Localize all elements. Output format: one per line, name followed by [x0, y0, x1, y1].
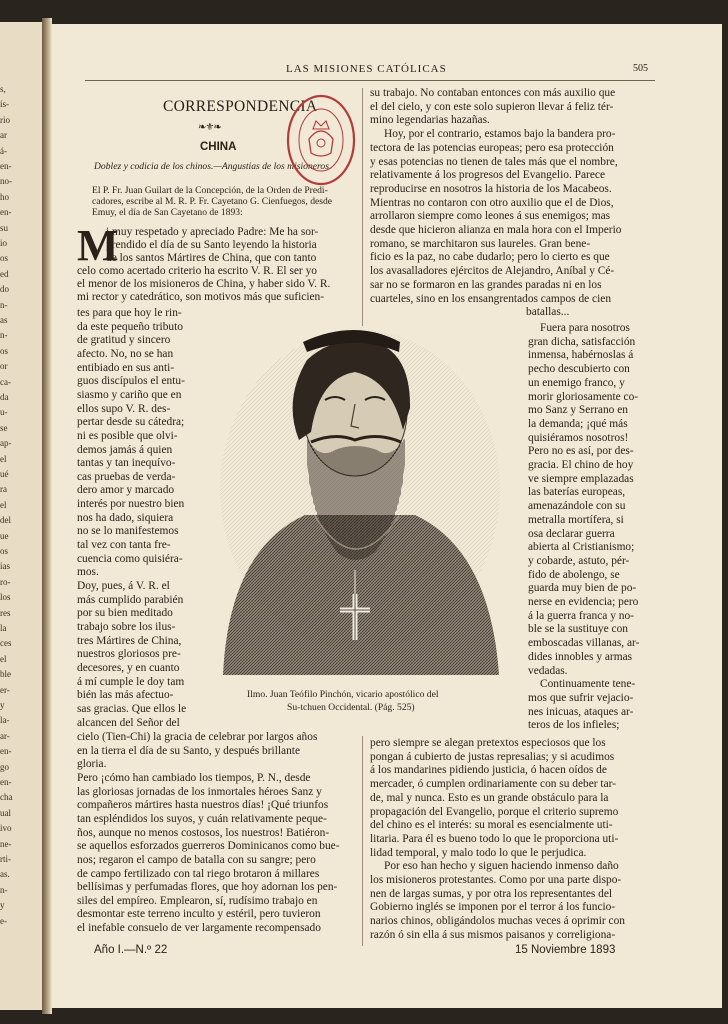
body-text-line: sas gracias. Que ellos le: [77, 702, 187, 715]
previous-page-fragment: ias: [0, 561, 10, 572]
body-text-line: romano, se marchitaron sus laureles. Gran bene-: [370, 237, 591, 250]
previous-page-fragment: y: [0, 900, 5, 911]
body-text-line: bién las más afectuo-: [77, 689, 174, 702]
previous-page-fragment: io: [0, 238, 8, 248]
body-text-line: reproducirse en nosotros la historia de los Macabeos.: [370, 182, 612, 195]
previous-page-fragment: cha: [0, 792, 13, 803]
previous-page-fragment: en-: [0, 207, 12, 218]
body-text-line: mos que sufrir vejacio-: [528, 691, 634, 704]
previous-page-fragment: ué: [0, 469, 9, 479]
body-text-line: narios chinos, obligándolos muchas veces á oprimir con: [370, 915, 625, 928]
body-text-line: celo como acertado criterio ha escrito V. R. El ser yo: [77, 265, 317, 277]
article-summary: Doblez y codicia de los chinos.—Angustias de los misioneros.: [94, 161, 332, 172]
body-text-line: cielo (Tien-Chi) la gracia de celebrar por largos años: [77, 731, 318, 743]
previous-page-fragment: rio: [0, 114, 10, 125]
previous-page-fragment: ble: [0, 669, 11, 680]
column-separator-bottom: [362, 736, 363, 946]
body-text-line: el inefable consuelo de ver largamente recompensado: [77, 922, 321, 935]
body-text-line: no se lo manifestemos: [77, 525, 179, 538]
previous-page-fragment: ue: [0, 530, 9, 541]
body-text-line: alcancen del Señor del: [77, 716, 180, 729]
previous-page-fragment: en-: [0, 777, 12, 787]
previous-page-fragment: go: [0, 761, 9, 772]
previous-page-fragment: y: [0, 700, 5, 710]
body-text-line: de campo fertilizado con tal riego brotaron á millares: [77, 867, 320, 880]
previous-page-fragment: ra: [0, 484, 7, 495]
bishop-portrait: [215, 320, 505, 680]
issue-number: Año I.—N.º 22: [94, 944, 168, 956]
previous-page-fragment: el: [0, 653, 7, 664]
body-text-line: gloria.: [77, 758, 107, 771]
previous-page-fragment: er-: [0, 684, 10, 695]
intro-line: cadores, escribe al M. R. P. Fr. Cayetano G. Cienfuegos, desde: [92, 196, 333, 207]
body-text-line: tes para que hoy le rin-: [77, 307, 182, 319]
body-text-line: nos ha dado, siquiera: [77, 511, 174, 524]
body-text-line: nes inicuas, ataques ar-: [528, 705, 634, 718]
body-text-line: gracia. El chino de hoy: [528, 459, 634, 471]
body-text-line: ni es posible que olvi-: [77, 429, 178, 442]
body-text-line: batallas...: [526, 306, 570, 319]
section-title: CORRESPONDENCIA: [163, 98, 318, 115]
body-text-line: osa declarar guerra: [528, 527, 615, 540]
body-text-line: dides innobles y armas: [528, 650, 633, 663]
body-text-line: arrollaron siempre como leones á sus enemigos; mas: [370, 210, 611, 223]
previous-page-fragment: los: [0, 592, 11, 603]
body-text-line: el del cielo, y con este solo supieron llevar á feliz tér-: [370, 100, 614, 113]
body-text-line: decesores, y en cuanto: [77, 661, 180, 674]
body-text-line: teros de los infieles;: [528, 719, 620, 732]
body-text-line: tal vez con tanta fre-: [77, 539, 171, 552]
previous-page-fragment: ne-: [0, 838, 12, 849]
body-text-line: Por eso han hecho y siguen haciendo inmenso daño: [384, 860, 619, 873]
body-text-line: las baterías europeas,: [528, 486, 626, 499]
body-text-line: un enemigo franco, y: [528, 376, 625, 389]
previous-page-fragment: del: [0, 515, 11, 526]
body-text-line: las gloriosas jornadas de los inmortales héroes Sanz y: [77, 785, 322, 798]
previous-page-fragment: ís-: [0, 99, 9, 110]
body-text-line: lidad temporal, y malo todo lo que le perjudica.: [370, 846, 587, 859]
body-text-line: da este pequeño tributo: [77, 320, 183, 333]
body-text-line: á la guerra franca y no-: [528, 609, 634, 622]
previous-page-fragment: n-: [0, 884, 8, 895]
previous-page-fragment: la: [0, 623, 7, 633]
body-text-line: Gobierno inglés se imponen por el terror á los funcio-: [370, 901, 616, 914]
body-text-line: ellos supo V. R. des-: [77, 402, 171, 415]
body-text-line: la demanda; ¡qué más: [528, 417, 628, 430]
previous-page-fragment: no-: [0, 176, 12, 187]
previous-page-fragment: os: [0, 345, 9, 356]
body-text-line: amenazándole con su: [528, 500, 626, 513]
body-text-line: nos; regaron el campo de batalla con su sangre; pero: [77, 853, 316, 866]
subheading: CHINA: [200, 141, 237, 153]
previous-page-edge: [0, 22, 44, 1010]
body-text-line: tan espléndidos los suyos, y cuán relativamente peque-: [77, 812, 327, 825]
issue-date: 15 Noviembre 1893: [515, 944, 616, 956]
previous-page-fragment: da: [0, 392, 9, 402]
ornament: ❧⚜❧: [198, 122, 221, 133]
body-text-line: desmontar este terreno inculto y estéril, pero tuvieron: [77, 908, 321, 921]
body-text-line: entibiado en sus anti-: [77, 361, 175, 374]
body-text-line: cas pruebas de verda-: [77, 470, 176, 483]
body-text-line: guos discípulos el entu-: [77, 375, 185, 388]
body-text-line: cuarteles, sino en los ensangrentados campos de cien: [370, 292, 612, 305]
body-text-line: demos jamás á quien: [77, 443, 173, 456]
previous-page-fragment: os: [0, 546, 9, 556]
body-text-line: los avasalladores ejércitos de Alejandro, Aníbal y Cé-: [370, 265, 615, 278]
body-text-line: mos.: [77, 566, 99, 579]
body-text-line: relativamente á los progresos del Evangelio. Parece: [370, 169, 605, 182]
body-text-line: pongan á cubierto de justas represalias; y si acudimos: [370, 750, 615, 763]
body-text-line: fido de abolengo, se: [528, 568, 620, 581]
previous-page-fragment: n-: [0, 330, 8, 341]
body-text-line: tectora de las potencias europeas; pero esa protección: [370, 141, 614, 154]
body-text-line: nerse en evidencia; pero: [528, 596, 639, 608]
previous-page-fragment: n-: [0, 299, 8, 310]
body-text-line: emboscadas villanas, ar-: [528, 637, 640, 650]
body-text-line: siles del empíreo. Emplearon, sí, rudísimo trabajo en: [77, 894, 318, 907]
previous-page-fragment: as: [0, 315, 8, 325]
previous-page-fragment: se: [0, 422, 8, 433]
body-text-line: siasmo y cariño que en: [77, 388, 182, 401]
intro-line: El P. Fr. Juan Guilart de la Concepción, de la Orden de Predi-: [92, 185, 328, 196]
body-text-line: pecho descubierto con: [528, 363, 630, 376]
previous-page-fragment: en-: [0, 161, 12, 171]
body-text-line: de los santos Mártires de China, que con tanto: [106, 252, 317, 264]
previous-page-fragment: ar-: [0, 730, 10, 741]
body-text-line: de gratitud y sincero: [77, 334, 171, 347]
previous-page-fragment: ivo: [0, 823, 12, 834]
body-text-line: mo Sanz y Serrano en: [528, 404, 628, 417]
body-text-line: guarda muy bien de po-: [528, 582, 637, 595]
body-text-line: y cobarde, astuto, pér-: [528, 554, 630, 567]
previous-page-fragment: u-: [0, 407, 8, 418]
body-text-line: ble se la sustituye con: [528, 623, 628, 636]
body-text-line: de, mal y nunca. Esto es un grande obstáculo para la: [370, 791, 609, 804]
body-text-line: desde que hicieron alianza en mala hora con el Imperio: [370, 224, 622, 236]
body-text-line: abierta al Cristianismo;: [528, 541, 635, 554]
body-text-line: su trabajo. No contaban entonces con más auxilio que: [370, 87, 616, 99]
body-text-line: trabajo sobre los ilus-: [77, 620, 176, 633]
previous-page-fragment: ro-: [0, 576, 11, 587]
body-text-line: i muy respetado y apreciado Padre: Me ha sor-: [106, 226, 319, 238]
body-text-line: mino legendarias hazañas.: [370, 114, 490, 127]
caption-line: Su-tchuen Occidental. (Pág. 525): [287, 702, 415, 713]
body-text-line: pero siempre se alegan pretextos especiosos que los: [370, 737, 606, 749]
body-text-line: se aquellos esforzados guerreros Dominicanos como bue-: [77, 840, 340, 853]
header-rule: [85, 80, 655, 81]
body-text-line: gran dicha, satisfacción: [528, 335, 636, 348]
body-text-line: compañeros mártires hasta nuestros días! ¡Qué triunfos: [77, 799, 329, 812]
body-text-line: ños, aunque no menos costosos, los nuestros! Batiéron-: [77, 826, 330, 839]
column-separator-top: [362, 88, 363, 326]
previous-page-fragment: ual: [0, 807, 11, 818]
body-text-line: tantas y tan inequívo-: [77, 457, 176, 470]
previous-page-fragment: ap-: [0, 438, 12, 449]
previous-page-fragment: el: [0, 453, 7, 464]
body-text-line: metralla mortífera, si: [528, 513, 624, 526]
previous-page-fragment: ces: [0, 638, 12, 649]
body-text-line: mercader, ó cumplen ordinariamente con su deber tar-: [370, 778, 616, 791]
body-text-line: á los mandarines pidiendo justicia, ó hacen oídos de: [370, 764, 607, 777]
body-text-line: dero amor y marcado: [77, 484, 175, 497]
body-text-line: cuencia como quisiéra-: [77, 552, 183, 565]
body-text-line: bellísimas y perfumadas flores, que hoy adornan los pen-: [77, 881, 338, 894]
body-text-line: interés por nuestro bien: [77, 498, 185, 511]
body-text-line: propagación del Evangelio, porque el criterio supremo: [370, 805, 619, 818]
body-text-line: Pero no es así, por des-: [528, 445, 634, 458]
previous-page-fragment: res: [0, 607, 11, 618]
previous-page-fragment: la-: [0, 715, 10, 726]
body-text-line: por su bien meditado: [77, 607, 173, 620]
body-text-line: tres Mártires de China,: [77, 634, 182, 647]
body-text-line: mi rector y catedrático, son motivos más que suficien-: [77, 291, 325, 303]
body-text-line: sar no se formaron en las grandes paradas ni en los: [370, 278, 602, 291]
body-text-line: pertar desde su cátedra;: [77, 416, 185, 429]
body-text-line: afecto. No, no se han: [77, 347, 174, 360]
drop-cap: M: [77, 221, 119, 270]
body-text-line: á mí cumple le doy tam: [77, 675, 185, 688]
previous-page-fragment: ar: [0, 130, 7, 141]
previous-page-fragment: do: [0, 284, 9, 295]
caption-line: Ilmo. Juan Teófilo Pinchón, vicario apostólico del: [247, 689, 439, 700]
body-text-line: Fuera para nosotros: [540, 322, 630, 334]
body-text-line: el menor de los misioneros de China, y haber sido V. R.: [77, 278, 331, 290]
previous-page-fragment: á-: [0, 145, 7, 156]
body-text-line: inmensa, habérnoslas á: [528, 349, 634, 362]
body-text-line: razón ó sin ella á sus mismos paisanos y correligiona-: [370, 928, 616, 941]
body-text-line: Pero ¡cómo han cambiado los tiempos, P. N., desde: [77, 771, 311, 784]
previous-page-fragment: ca-: [0, 376, 11, 387]
page-number: 505: [633, 63, 648, 74]
previous-page-fragment: su: [0, 222, 9, 233]
body-text-line: más cumplido parabién: [77, 593, 184, 606]
previous-page-fragment: as.: [0, 869, 10, 880]
body-text-line: del chino es el interés: su moral es esencialmente uti-: [370, 819, 613, 832]
previous-page-fragment: or: [0, 361, 8, 372]
body-text-line: nuestros gloriosos pre-: [77, 648, 181, 661]
body-text-line: Doy, pues, á V. R. el: [77, 580, 170, 592]
body-text-line: morir gloriosamente co-: [528, 390, 639, 403]
previous-page-fragment: ho: [0, 191, 9, 202]
previous-page-fragment: e-: [0, 915, 7, 926]
previous-page-fragment: os: [0, 253, 9, 264]
body-text-line: litaria. Para él es bueno todo lo que le proporciona uti-: [370, 832, 619, 845]
body-text-line: vedadas.: [528, 664, 568, 677]
body-text-line: ficio es la paz, no cabe dudarlo; pero lo cierto es que: [370, 251, 610, 264]
body-text-line: nen de largas sumas, y por otra los representantes del: [370, 887, 613, 900]
previous-page-fragment: s,: [0, 84, 6, 94]
previous-page-fragment: el: [0, 499, 7, 510]
body-text-line: los misioneros protestantes. Como por una parte dispo-: [370, 874, 622, 886]
body-text-line: en la tierra el día de su Santo, y después brillante: [77, 744, 300, 757]
body-text-line: prendido el día de su Santo leyendo la historia: [106, 239, 317, 251]
previous-page-fragment: en-: [0, 746, 12, 757]
body-text-line: Hoy, por el contrario, estamos bajo la bandera pro-: [384, 128, 616, 141]
previous-page-fragment: rti-: [0, 854, 11, 864]
body-text-line: y esas potencias no tienen de tales más que el nombre,: [370, 155, 618, 168]
body-text-line: quisiéramos nosotros!: [528, 431, 629, 444]
body-text-line: ve siempre emplazadas: [528, 472, 634, 485]
intro-line: Emuy, el día de San Cayetano de 1893:: [92, 207, 243, 218]
binding-gutter: [42, 18, 52, 1014]
library-stamp: [285, 93, 357, 187]
body-text-line: Continuamente tene-: [540, 678, 636, 691]
previous-page-fragment: ed: [0, 268, 9, 279]
body-text-line: Mientras no contaron con otro auxilio que el de Dios,: [370, 196, 614, 209]
running-header: LAS MISIONES CATÓLICAS: [286, 63, 447, 75]
